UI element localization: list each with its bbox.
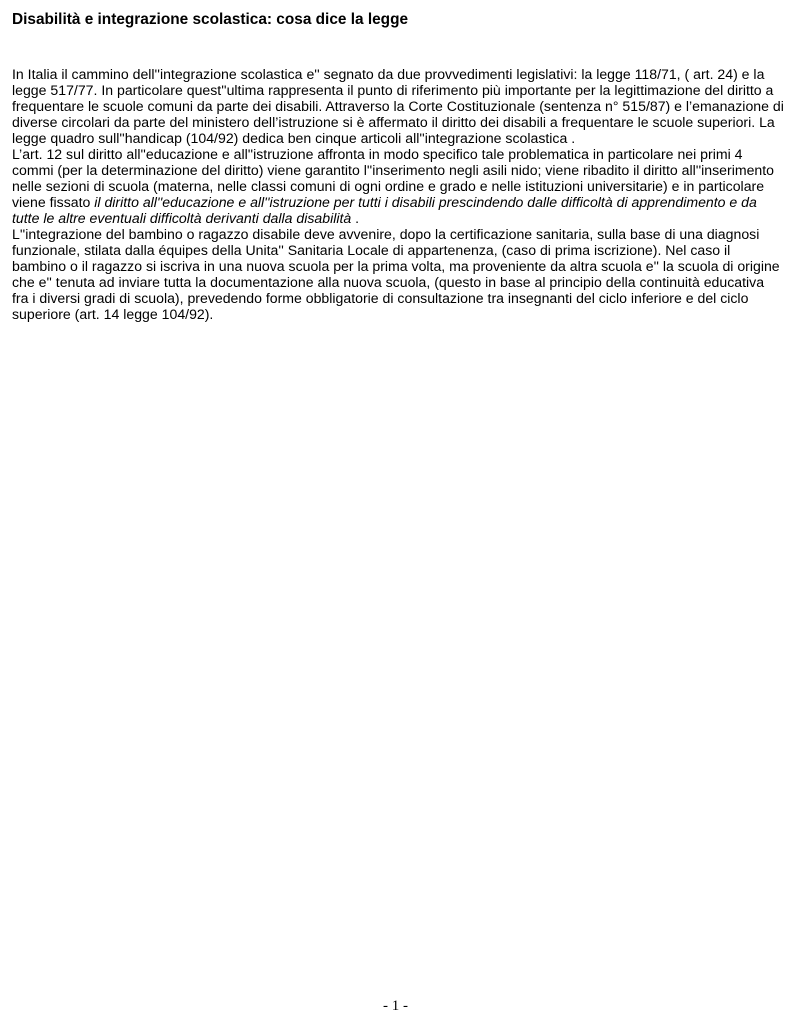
page-number: - 1 -	[383, 998, 408, 1014]
document-title: Disabilità e integrazione scolastica: cosa dice la legge	[12, 11, 409, 28]
paragraph-art-12-text: L’art. 12 sul diritto all''educazione e all''istruzione affronta in modo specifico tale problematica in particolare nei primi 4 commi (per la determinazione del diritto) viene garantito l''inserimento negli asili nido; viene ribadito il diritto all''inserimento nelle sezioni di scuola (materna, nelle classi comuni di ogni ordine e grado e nelle istituzioni universitarie) e in particolare viene fissato	[12, 146, 775, 210]
paragraph-art-12	[12, 146, 784, 226]
paragraph-art-12-tail: .	[351, 210, 360, 226]
paragraph-art-12-italic: il diritto all''educazione e all''istruzione per tutti i disabili prescindendo dalle difficoltà di apprendimento e da tutte le altre eventuali difficoltà derivanti dalla disabilità	[12, 194, 757, 226]
paragraph-intro: In Italia il cammino dell''integrazione scolastica e'' segnato da due provvedimenti legislativi: la legge 118/71, ( art. 24) e la legge 517/77. In particolare quest''ultima rappresenta il punto di riferimento più importante per la legittimazione del diritto a frequentare le scuole comuni da parte dei disabili. Attraverso la Corte Costituzionale (sentenza n° 515/87) e l’emanazione di diverse circolari da parte del ministero dell’istruzione si è affermato il diritto dei disabili a frequentare le scuole superiori. La legge quadro sull''handicap (104/92) dedica ben cinque articoli all''integrazione scolastica .	[12, 66, 784, 146]
paragraph-integration: L''integrazione del bambino o ragazzo disabile deve avvenire, dopo la certificazione sanitaria, sulla base di una diagnosi funzionale, stilata dalla équipes della Unita'' Sanitaria Locale di appartenenza, (caso di prima iscrizione). Nel caso il bambino o il ragazzo si iscriva in una nuova scuola per la prima volta, ma proveniente da altra scuola e'' la scuola di origine che e'' tenuta ad inviare tutta la documentazione alla nuova scuola, (questo in base al principio della continuità educativa fra i diversi gradi di scuola), prevedendo forme obbligatorie di consultazione tra insegnanti del ciclo inferiore e del ciclo superiore (art. 14 legge 104/92).	[12, 226, 780, 322]
document-body	[12, 66, 784, 322]
